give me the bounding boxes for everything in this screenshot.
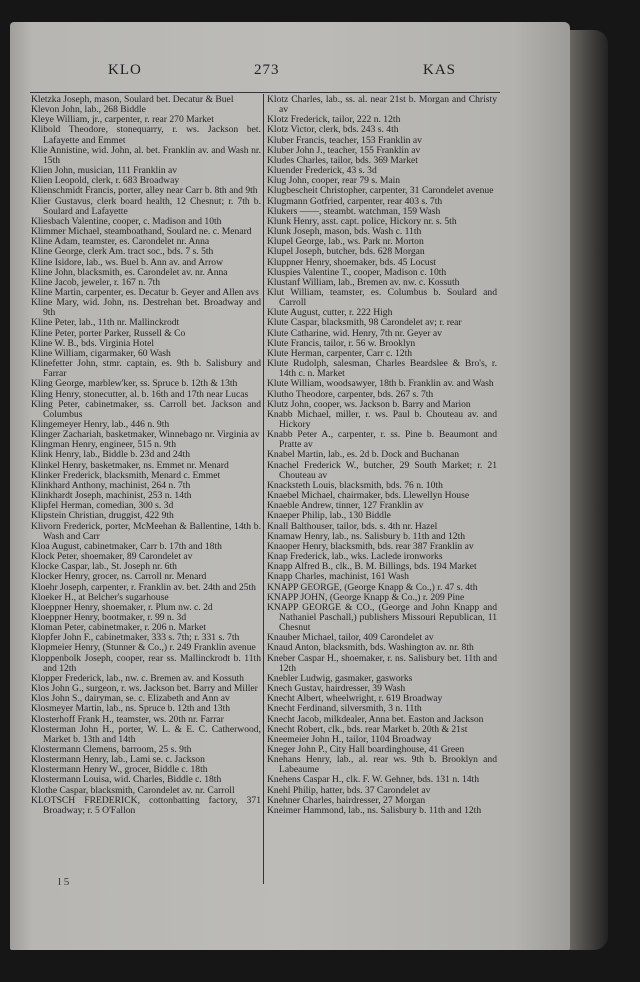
directory-entry: Klingemeyer Henry, lab., 446 n. 9th — [31, 419, 170, 430]
directory-entry: Klute Catharine, wid. Henry, 7th nr. Geyer av — [267, 327, 442, 339]
directory-entry: Klevon John, lab., 268 Biddle — [31, 104, 146, 116]
directory-entry: Kloeppner Henry, bootmaker, r. 99 n. 3d — [31, 611, 187, 623]
directory-entry: Kloa August, cabinetmaker, Carr b. 17th and 18th — [31, 540, 222, 552]
signature-mark: l 5 — [58, 876, 70, 888]
directory-entry: Klotz Frederick, tailor, 222 n. 12th — [267, 114, 401, 126]
directory-entry: Klopfer John F., cabinetmaker, 333 s. 7th; r. 331 s. 7th — [31, 632, 240, 644]
directory-entry: Klienschmidt Francis, porter, alley near Carr b. 8th and 9th — [31, 185, 258, 197]
directory-entry: Klipstein Christian, druggist, 422 9th — [31, 510, 174, 522]
directory-entry: Knauber Michael, tailor, 409 Carondelet av — [267, 632, 434, 644]
directory-entry: Kline Martin, carpenter, es. Decatur b. Geyer and Allen avs — [31, 286, 259, 298]
directory-entry: Klute Caspar, blacksmith, 98 Carondelet av; r. rear — [267, 317, 462, 329]
directory-entry: Kline Adam, teamster, es. Carondelet nr. Anna — [31, 236, 210, 248]
directory-entry: Knaud Anton, blacksmith, bds. Washington av. nr. 8th — [267, 642, 474, 654]
directory-entry: Kneber Caspar H., shoemaker, r. ns. Salisbury bet. 11th and 12th — [267, 652, 497, 674]
directory-entry: KNAPP GEORGE & CO., (George and John Knapp and Nathaniel Paschall,) publishers Missouri Republican, 11 Chesnut — [267, 601, 497, 634]
directory-entry: Kling Peter, cabinetmaker, ss. Carroll bet. Jackson and Columbus — [31, 398, 261, 420]
directory-entry: Klostermann Louisa, wid. Charles, Biddle c. 18th — [31, 774, 222, 786]
directory-entry: Klier Gustavus, clerk board health, 12 Chesnut; r. 7th b. Soulard and Lafayette — [31, 195, 261, 217]
left-column — [31, 95, 261, 816]
directory-entry: Klosterhoff Frank H., teamster, ws. 20th nr. Farrar — [31, 713, 224, 725]
page-number: 273 — [254, 62, 280, 78]
directory-entry: Klute Herman, carpenter, Carr c. 12th — [267, 347, 413, 359]
directory-entry: Klie Annistine, wid. John, al. bet. Franklin av. and Wash nr. 15th — [31, 144, 261, 166]
directory-entry: Klopper Frederick, lab., nw. c. Bremen av. and Kossuth — [31, 672, 244, 684]
directory-entry: Klinefetter John, stmr. captain, es. 9th b. Salisbury and Farrar — [31, 358, 261, 380]
directory-entry: Kluber John J., teacher, 155 Franklin av — [267, 144, 421, 156]
directory-entry: Knecht Ferdinand, silversmith, 3 n. 11th — [267, 703, 422, 715]
directory-entry: Knecht Robert, clk., bds. rear Market b. 20th & 21st — [267, 723, 468, 735]
directory-entry: Klutz John, cooper, ws. Jackson b. Barry and Marion — [267, 398, 471, 410]
directory-entry: Klustanf William, lab., Bremen av. nw. c. Kossuth — [267, 276, 460, 288]
directory-entry: Klostermann Henry, lab., Lami se. c. Jackson — [31, 754, 205, 766]
directory-entry: Knech Gustav, hairdresser, 39 Wash — [267, 683, 406, 695]
directory-entry: KNAPP GEORGE, (George Knapp & Co.,) r. 47 s. 4th — [267, 581, 478, 593]
directory-entry: Kline George, clerk Am. tract soc., bds. 7 s. 5th — [31, 246, 214, 258]
directory-entry: Knehner Charles, hairdresser, 27 Morgan — [267, 794, 426, 806]
left-guide-word: KLO — [108, 62, 142, 78]
directory-entry: Klupel George, lab., ws. Park nr. Morton — [267, 236, 424, 248]
directory-entry: Klinker Frederick, blacksmith, Menard c. Emmet — [31, 469, 221, 481]
directory-entry: Klothe Caspar, blacksmith, Carondelet av. nr. Carroll — [31, 784, 235, 796]
directory-entry: Klukers ——, steambt. watchman, 159 Wash — [267, 205, 441, 217]
directory-entry: Kline Isidore, lab., ws. Buel b. Ann av. and Arrow — [31, 256, 224, 268]
directory-entry: Kneimer Hammond, lab., ns. Salisbury b. 11th and 12th — [267, 804, 482, 816]
directory-entry: Klostermann Henry W., grocer, Biddle c. 18th — [31, 764, 208, 776]
directory-entry: Klibold Theodore, stonequarry, r. ws. Jackson bet. Lafayette and Emmet — [31, 124, 261, 146]
directory-entry: Klostermann Clemens, barroom, 25 s. 9th — [31, 744, 192, 755]
directory-entry: Kliesbach Valentine, cooper, c. Madison and 10th — [31, 215, 222, 227]
directory-entry: Klien John, musician, 111 Franklin av — [31, 165, 178, 177]
directory-entry: Klotz Charles, lab., ss. al. near 21st b. Morgan and Christy av — [267, 94, 497, 116]
directory-entry: Knabel Martin, lab., es. 2d b. Dock and Buchanan — [267, 449, 460, 461]
column-divider — [263, 94, 264, 884]
right-column — [267, 95, 497, 816]
directory-entry: Klut William, teamster, es. Columbus b. Soulard and Carroll — [267, 286, 497, 309]
directory-entry: Klimmer Michael, steamboathand, Soulard ne. c. Menard — [31, 226, 252, 238]
directory-entry: Kluber Francis, teacher, 153 Franklin av — [267, 134, 422, 146]
directory-entry: Klugmann Gotfried, carpenter, rear 403 s. 7th — [267, 195, 443, 207]
directory-entry: Kline Peter, lab., 11th nr. Mallinckrodt — [31, 317, 180, 329]
directory-entry: Klug John, cooper, rear 79 s. Main — [267, 175, 401, 187]
directory-entry: Klivorn Frederick, porter, McMeehan & Ballentine, 14th b. Wash and Carr — [31, 520, 261, 542]
directory-entry: Knaebel Michael, chairmaker, bds. Llewellyn House — [267, 490, 470, 502]
directory-entry: Klink Henry, lab., Biddle b. 23d and 24th — [31, 449, 190, 461]
directory-entry: Knaeper Philip, lab., 130 Biddle — [267, 510, 391, 522]
directory-entry: Kline William, cigarmaker, 60 Wash — [31, 347, 171, 359]
directory-entry: Knabb Michael, miller, r. ws. Paul b. Chouteau av. and Hickory — [267, 408, 497, 430]
directory-entry: Knehl Philip, hatter, bds. 37 Carondelet av — [267, 784, 431, 796]
directory-entry: Kneger John P., City Hall boardinghouse, 41 Green — [267, 744, 465, 755]
page-header — [32, 62, 500, 86]
directory-entry: Kloman Peter, cabinetmaker, r. 206 n. Market — [31, 622, 207, 634]
directory-entry: Kluender Frederick, 43 s. 3d — [267, 165, 377, 177]
directory-entry: Kline Mary, wid. John, ns. Destrehan bet. Broadway and 9th — [31, 297, 261, 319]
directory-entry: Kling Henry, stonecutter, al. b. 16th and 17th near Lucas — [31, 388, 249, 400]
directory-entry: Klinkhard Anthony, machinist, 264 n. 7th — [31, 479, 191, 491]
directory-entry: Knapp Charles, machinist, 161 Wash — [267, 571, 409, 583]
directory-entry: Klute Francis, tailor, r. 56 w. Brooklyn — [267, 337, 416, 349]
directory-entry: Klock Peter, shoemaker, 89 Carondelet av — [31, 551, 193, 563]
directory-entry: Kluppner Henry, shoemaker, bds. 45 Locust — [267, 256, 436, 268]
directory-entry: Klosmeyer Martin, lab., ns. Spruce b. 12th and 13th — [31, 703, 231, 715]
directory-entry: Knehans Henry, lab., al. rear ws. 9th b. Brooklyn and Labeaume — [267, 754, 497, 776]
directory-entry: Klinger Zachariah, basketmaker, Winnebago nr. Virginia av — [31, 429, 260, 441]
directory-entry: Kloeker H., at Belcher's sugarhouse — [31, 591, 169, 603]
directory-entry: Klinkel Henry, basketmaker, ns. Emmet nr. Menard — [31, 459, 229, 471]
directory-entry: Knapp Alfred B., clk., B. M. Billings, bds. 194 Market — [267, 561, 477, 573]
directory-entry: Klupel Joseph, butcher, bds. 628 Morgan — [267, 246, 425, 258]
directory-entry: Klugbescheit Christopher, carpenter, 31 Carondelet avenue — [267, 185, 494, 197]
directory-entry: Knamaw Henry, lab., ns. Salisbury b. 11th and 12th — [267, 530, 466, 542]
directory-entry: Klute Rudolph, salesman, Charles Beardslee & Bro's, r. 14th c. n. Market — [267, 358, 497, 380]
directory-entry: Klipfel Herman, comedian, 300 s. 3d — [31, 500, 174, 512]
directory-entry: Klinkhardt Joseph, machinist, 253 n. 14th — [31, 490, 192, 502]
directory-entry: Kletzka Joseph, mason, Soulard bet. Decatur & Buel — [31, 94, 234, 105]
directory-entry: Knecht Albert, wheelwright, r. 619 Broadway — [267, 693, 443, 705]
directory-entry: Kline Jacob, jeweler, r. 167 n. 7th — [31, 276, 161, 288]
directory-entry: Kline John, blacksmith, es. Carondelet av. nr. Anna — [31, 266, 228, 278]
directory-entry: Kling George, marblew'ker, ss. Spruce b. 12th & 13th — [31, 378, 238, 390]
header-rule — [30, 92, 500, 93]
directory-entry: KNAPP JOHN, (George Knapp & Co.,) r. 209 Pine — [267, 591, 465, 603]
right-guide-word: KAS — [423, 62, 457, 78]
directory-entry: Knebler Ludwig, gasmaker, gasworks — [267, 672, 413, 684]
directory-entry: Klos John S., dairyman, se. c. Elizabeth and Ann av — [31, 693, 230, 705]
directory-entry: Kloehr Joseph, carpenter, r. Franklin av. bet. 24th and 25th — [31, 581, 256, 593]
directory-entry: Knap Frederick, lab., wks. Laclede ironworks — [267, 551, 443, 563]
directory-entry: Kloppenbolk Joseph, cooper, rear ss. Mallinckrodt b. 11th and 12th — [31, 652, 261, 674]
directory-entry: Kloeppner Henry, shoemaker, r. Plum nw. c. 2d — [31, 601, 213, 613]
directory-entry: Klutho Theodore, carpenter, bds. 267 s. 7th — [267, 388, 434, 400]
directory-entry: Knecht Jacob, milkdealer, Anna bet. Easton and Jackson — [267, 713, 484, 725]
directory-entry: Klunk Joseph, mason, bds. Wash c. 11th — [267, 226, 422, 238]
directory-entry: Knachel Frederick W., butcher, 29 South Market; r. 21 Chouteau av — [267, 459, 497, 481]
directory-entry: Knacksteth Louis, blacksmith, bds. 76 n. 10th — [267, 479, 443, 491]
directory-entry: Kline W. B., bds. Virginia Hotel — [31, 337, 154, 349]
directory-entry: Klingman Henry, engineer, 515 n. 9th — [31, 439, 176, 451]
directory-entry: Kleye William, jr., carpenter, r. rear 270 Market — [31, 114, 214, 126]
directory-entry: KLOTSCH FREDERICK, cottonbatting factory, 371 Broadway; r. 5 O'Fallon — [31, 794, 261, 816]
directory-entry: Knaoper Henry, blacksmith, bds. rear 387 Franklin av — [267, 540, 474, 552]
directory-entry: Klotz Victor, clerk, bds. 243 s. 4th — [267, 124, 399, 136]
directory-entry: Knabb Peter A., carpenter, r. ss. Pine b. Beaumont and Pratte av — [267, 429, 497, 451]
directory-entry: Klocker Henry, grocer, ns. Carroll nr. Menard — [31, 571, 207, 583]
directory-entry: Kline Peter, porter Parker, Russell & Co — [31, 327, 186, 339]
directory-entry: Knehens Caspar H., clk. F. W. Gehner, bds. 131 n. 14th — [267, 774, 480, 786]
directory-entry: Klien Leopold, clerk, r. 683 Broadway — [31, 175, 180, 187]
directory-entry: Kneemeier John H., tailor, 1104 Broadway — [267, 733, 432, 745]
directory-entry: Klocke Caspar, lab., St. Joseph nr. 6th — [31, 561, 177, 573]
directory-entry: Klosterman John H., porter, W. L. & E. C. Catherwood, Market b. 13th and 14th — [31, 723, 261, 745]
directory-entry: Klute August, cutter, r. 222 High — [267, 307, 393, 319]
directory-entry: Kluspies Valentine T., cooper, Madison c. 10th — [267, 266, 447, 278]
directory-entry: Klunk Henry, asst. capt. police, Hickory nr. s. 5th — [267, 215, 457, 227]
directory-entry: Kludes Charles, tailor, bds. 369 Market — [267, 154, 418, 166]
directory-entry: Klopmeier Henry, (Stunner & Co.,) r. 249 Franklin avenue — [31, 642, 256, 654]
directory-entry: Knaeble Andrew, tinner, 127 Franklin av — [267, 500, 424, 512]
directory-entry: Klute William, woodsawyer, 18th b. Franklin av. and Wash — [267, 378, 494, 390]
directory-entry: Knall Balthouser, tailor, bds. s. 4th nr. Hazel — [267, 520, 438, 532]
directory-entry: Klos John G., surgeon, r. ws. Jackson bet. Barry and Miller — [31, 683, 258, 695]
